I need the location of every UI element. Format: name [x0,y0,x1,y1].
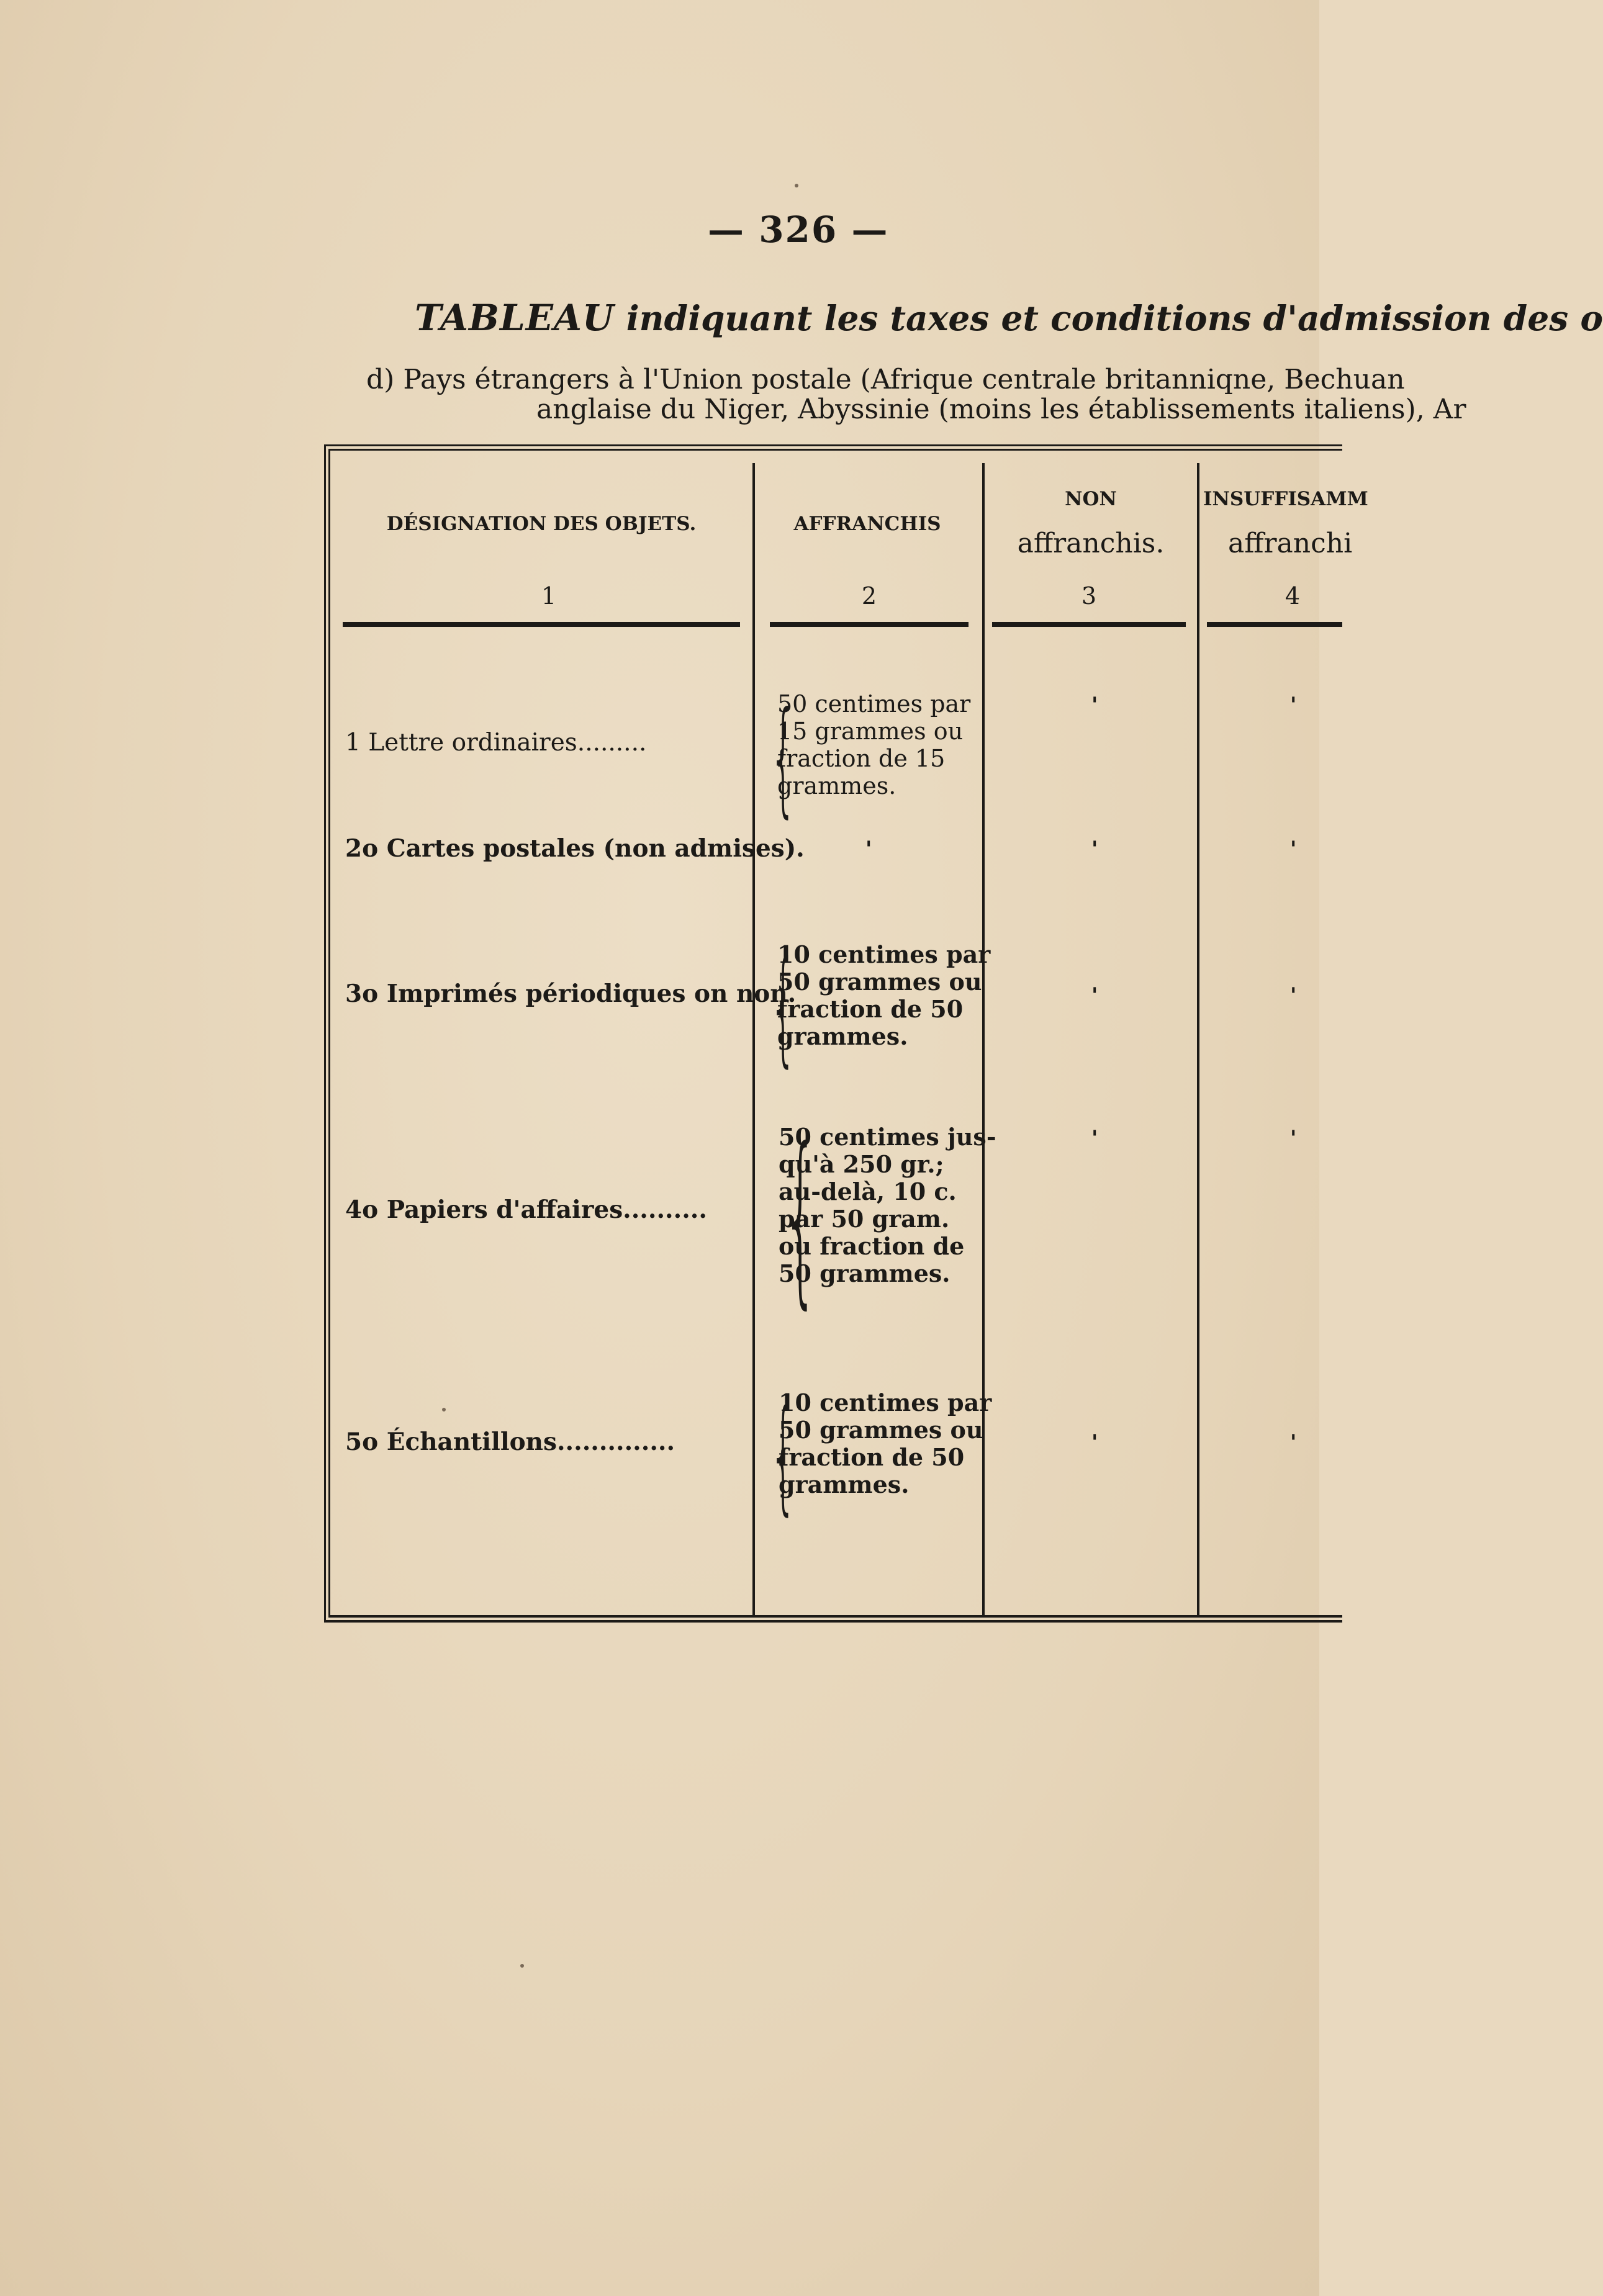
header-rule [770,622,969,627]
row-label-cartes: 2o Cartes postales (non admises). [345,834,805,863]
empty-mark-col2: ' [865,837,872,862]
row-label-papiers: 4o Papiers d'affaires.......... [345,1195,707,1224]
row-label-echantillons: 5o Échantillons.............. [345,1428,675,1456]
table-subtitle [366,365,1466,425]
header-insuffisamment: INSUFFISAMM [1203,488,1368,510]
brace-icon: { [769,1383,797,1528]
column-divider [752,463,755,1618]
title-lead: TABLEAU [415,297,615,339]
empty-mark-col4: ' [1290,1430,1297,1455]
empty-mark-col3: ' [1091,837,1098,862]
page-number: — 326 — [708,209,889,251]
empty-mark-col3: ' [1091,1126,1098,1151]
empty-mark-col3: ' [1091,693,1098,718]
column-number-1: 1 [541,582,557,610]
header-designation: DÉSIGNATION DES OBJETS. [386,513,697,535]
empty-mark-col3: ' [1091,983,1098,1008]
header-rule [343,622,740,627]
brace-icon: { [769,685,797,830]
brace-icon: { [782,1109,819,1325]
brace-icon: { [769,935,797,1079]
empty-mark-col3: ' [1091,1430,1098,1455]
tariff-imprimes: 10 centimes par 50 grammes ou fraction de 50 grammes. [777,940,991,1050]
header-non: NON [1065,488,1117,510]
empty-mark-col4: ' [1290,693,1297,718]
header-insuffisamment-affranchis: affranchi [1228,528,1353,559]
empty-mark-col4: ' [1290,837,1297,862]
header-rule [992,622,1186,627]
row-label-imprimes: 3o Imprimés périodiques on non. [345,979,797,1008]
tariff-lettres: 50 centimes par 15 grammes ou fraction de 15 grammes. [777,690,971,799]
column-divider [1197,463,1199,1618]
column-number-4: 4 [1285,582,1301,610]
tariff-table [324,444,1368,1623]
paper-speck [520,1964,524,1968]
subtitle-line-2: anglaise du Niger, Abyssinie (moins les établissements italiens), Ar [536,394,1466,425]
subtitle-line-1: d) Pays étrangers à l'Union postale (Afrique centrale britanniqne, Bechuan [366,364,1405,395]
title-rest: indiquant les taxes et conditions d'admission des o [614,298,1603,338]
row-label-lettres: 1 Lettre ordinaires......... [345,729,647,757]
tariff-echantillons: 10 centimes par 50 grammes ou fraction de 50 grammes. [779,1389,992,1498]
column-number-2: 2 [861,582,877,610]
header-rule [1207,622,1342,627]
empty-mark-col4: ' [1290,983,1297,1008]
table-title [415,297,1603,339]
paper-speck [795,184,798,187]
column-number-3: 3 [1081,582,1097,610]
header-non-affranchis: affranchis. [1017,528,1165,559]
empty-mark-col4: ' [1290,1126,1297,1151]
tariff-papiers: 50 centimes jus- qu'à 250 gr.; au-delà, 10 c. par 50 gram. ou fraction de 50 grammes. [779,1123,996,1287]
header-affranchis: AFFRANCHIS [793,513,941,535]
